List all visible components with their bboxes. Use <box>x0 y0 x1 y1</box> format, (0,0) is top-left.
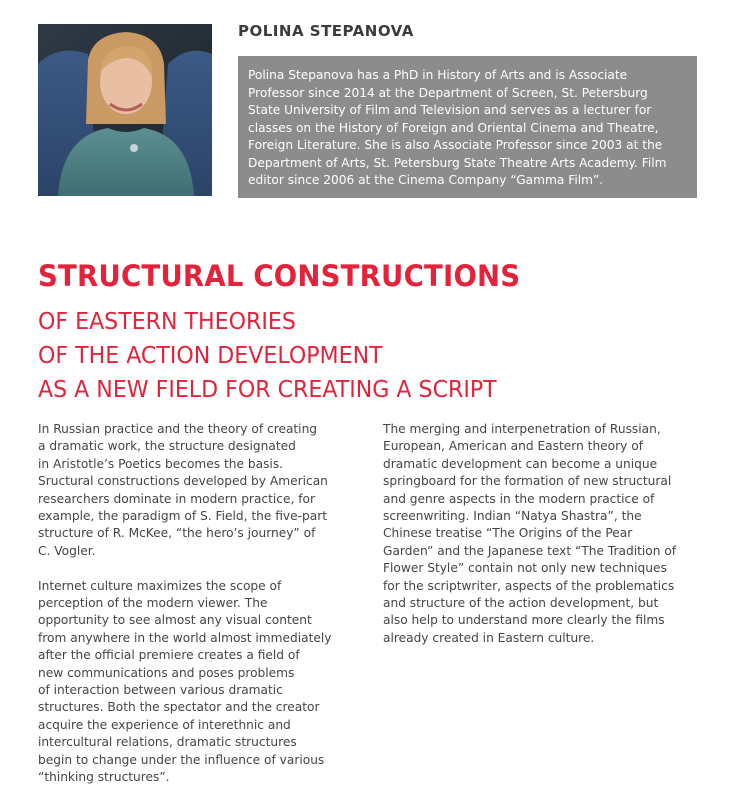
text-line: structure of R. McKee, “the hero’s journey” of <box>38 526 316 541</box>
text-line: In Russian practice and the theory of creating <box>38 422 318 436</box>
text-line: Garden” and the Japanese text “The Tradition of <box>383 543 677 558</box>
text-line: a dramatic work, the structure designated <box>38 439 296 454</box>
article-title: STRUCTURAL CONSTRUCTIONS <box>38 259 521 293</box>
subtitle-line: OF EASTERN THEORIES <box>38 307 296 335</box>
subtitle-line: AS A NEW FIELD FOR CREATING A SCRIPT <box>38 375 497 403</box>
bio-line: Professor since 2014 at the Department of Screen, St. Petersburg <box>248 85 648 100</box>
text-line: Internet culture maximizes the scope of <box>38 578 282 593</box>
text-line: for the scriptwriter, aspects of the problematics <box>383 578 675 593</box>
article-subtitle <box>38 304 497 406</box>
text-line: researchers dominate in modern practice, for <box>38 491 315 506</box>
text-line: and genre aspects in the modern practice of <box>383 491 655 506</box>
text-line: springboard for the formation of new structural <box>383 474 672 489</box>
author-portrait <box>38 24 212 196</box>
text-line: example, the paradigm of S. Field, the five-part <box>38 509 328 524</box>
bio-line: Department of Arts, St. Petersburg State Theatre Arts Academy. Film <box>248 155 667 170</box>
author-bio <box>238 56 697 198</box>
bio-line: State University of Film and Television and serves as a lecturer for <box>248 103 652 117</box>
text-line: structures. Both the spectator and the creator <box>38 700 320 715</box>
text-line: and structure of the action development, but <box>383 596 659 611</box>
text-line: C. Vogler. <box>38 543 96 558</box>
text-line: already created in Eastern culture. <box>383 630 595 645</box>
text-line: after the official premiere creates a field of <box>38 648 300 663</box>
subtitle-line: OF THE ACTION DEVELOPMENT <box>38 341 383 369</box>
paragraph <box>38 421 358 560</box>
text-line: opportunity to see almost any visual content <box>38 613 312 628</box>
article-left-column <box>38 421 358 804</box>
text-line: from anywhere in the world almost immediately <box>38 630 332 645</box>
text-line: Sructural constructions developed by American <box>38 474 328 489</box>
text-line: screenwriting. Indian “Natya Shastra”, the <box>383 509 642 524</box>
bio-line: classes on the History of Foreign and Oriental Cinema and Theatre, <box>248 120 659 135</box>
text-line: Flower Style” contain not only new techniques <box>383 561 667 576</box>
text-line: of interaction between various dramatic <box>38 683 283 698</box>
text-line: “thinking structures”. <box>38 770 170 785</box>
text-line: The merging and interpenetration of Russian, <box>383 422 661 436</box>
text-line: intercultural relations, dramatic structures <box>38 735 297 750</box>
text-line: dramatic development can become a unique <box>383 456 658 471</box>
author-name: POLINA STEPANOVA <box>238 22 414 40</box>
text-line: in Aristotle’s Poetics becomes the basis. <box>38 456 284 471</box>
article-right-column <box>383 421 703 665</box>
text-line: European, American and Eastern theory of <box>383 439 643 454</box>
bio-line: editor since 2006 at the Cinema Company “Gamma Film”. <box>248 173 604 187</box>
bio-line: Foreign Literature. She is also Associate Professor since 2003 at the <box>248 138 663 152</box>
bio-line: Polina Stepanova has a PhD in History of Arts and is Associate <box>248 68 628 82</box>
text-line: perception of the modern viewer. The <box>38 596 268 611</box>
text-line: begin to change under the influence of various <box>38 752 325 767</box>
text-line: acquire the experience of interethnic and <box>38 717 291 732</box>
text-line: new communications and poses problems <box>38 665 295 680</box>
text-line: also help to understand more clearly the films <box>383 613 665 628</box>
text-line: Chinese treatise “The Origins of the Pear <box>383 526 633 541</box>
paragraph <box>38 578 358 787</box>
paragraph <box>383 421 703 647</box>
